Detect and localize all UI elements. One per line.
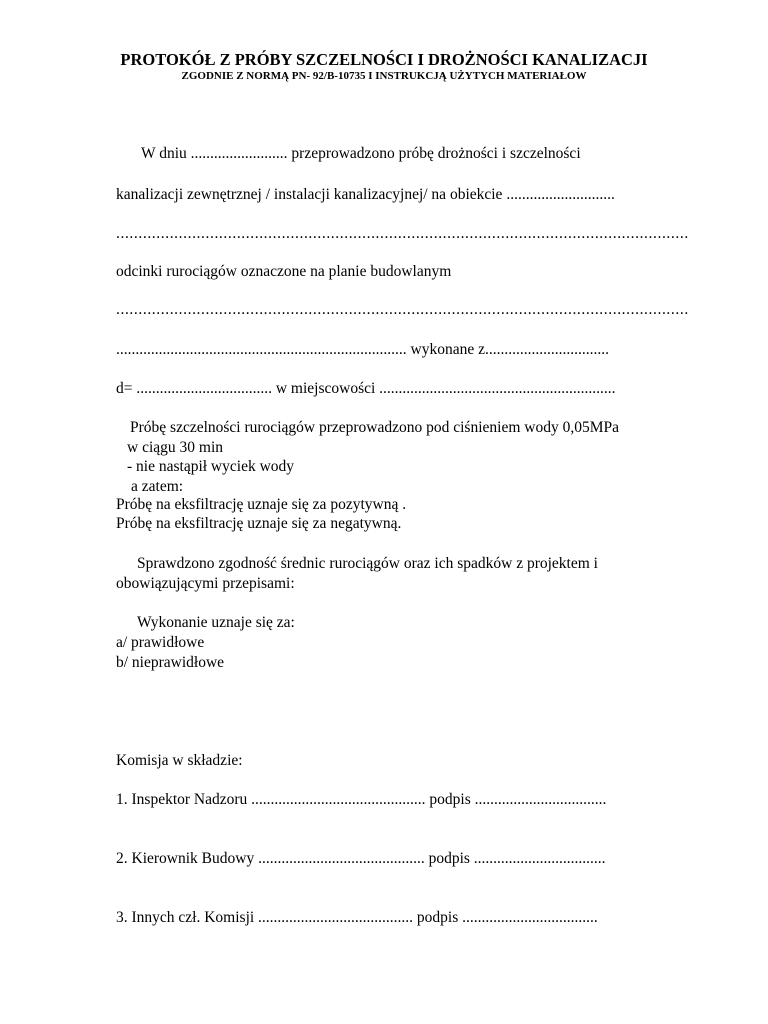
body-line-sections: odcinki rurociągów oznaczone na planie budowlanym: [116, 263, 452, 280]
body-line-date: W dniu ......................... przeprowadzono próbę drożności i szczelności: [141, 145, 581, 162]
body-line-assessment: Wykonanie uznaje się za:: [137, 614, 295, 631]
document-title: PROTOKÓŁ Z PRÓBY SZCZELNOŚCI I DROŻNOŚCI KANALIZACJI: [120, 50, 648, 69]
body-line-positive: Próbę na eksfiltrację uznaje się za pozytywną .: [116, 496, 407, 513]
body-line-option-b: b/ nieprawidłowe: [116, 654, 225, 671]
body-line-blank-2: ................................................................................................................................: [116, 301, 689, 318]
body-line-object: kanalizacji zewnętrznej / instalacji kanalizacyjnej/ na obiekcie ............................: [116, 186, 615, 203]
body-line-regulations: obowiązującymi przepisami:: [116, 575, 295, 592]
body-line-conformity: Sprawdzono zgodność średnic rurociągów oraz ich spadków z projektem i: [137, 555, 598, 572]
body-line-no-leak: - nie nastąpił wyciek wody: [127, 458, 295, 475]
commission-heading: Komisja w składzie:: [116, 752, 243, 769]
document-subtitle: ZGODNIE Z NORMĄ PN- 92/B-10735 I INSTRUKCJĄ UŻYTYCH MATERIAŁOW: [181, 70, 587, 82]
body-line-option-a: a/ prawidłowe: [116, 634, 205, 651]
body-line-material: ........................................................................... wykonane z................................: [116, 341, 609, 358]
body-line-blank-1: ................................................................................................................................: [116, 225, 689, 242]
commission-member-1: 1. Inspektor Nadzoru ............................................. podpis ..................................: [116, 791, 607, 808]
body-line-diameter-place: d= ................................... w miejscowości .............................................................: [116, 380, 616, 397]
commission-member-3: 3. Innych czł. Komisji ........................................ podpis ...................................: [116, 909, 598, 926]
body-line-therefore: a zatem:: [131, 478, 184, 495]
body-line-duration: w ciągu 30 min: [127, 439, 223, 456]
commission-member-2: 2. Kierownik Budowy ........................................... podpis ..................................: [116, 850, 606, 867]
body-line-pressure: Próbę szczelności rurociągów przeprowadzono pod ciśnieniem wody 0,05MPa: [130, 419, 619, 436]
body-line-negative: Próbę na eksfiltrację uznaje się za negatywną.: [116, 515, 402, 532]
